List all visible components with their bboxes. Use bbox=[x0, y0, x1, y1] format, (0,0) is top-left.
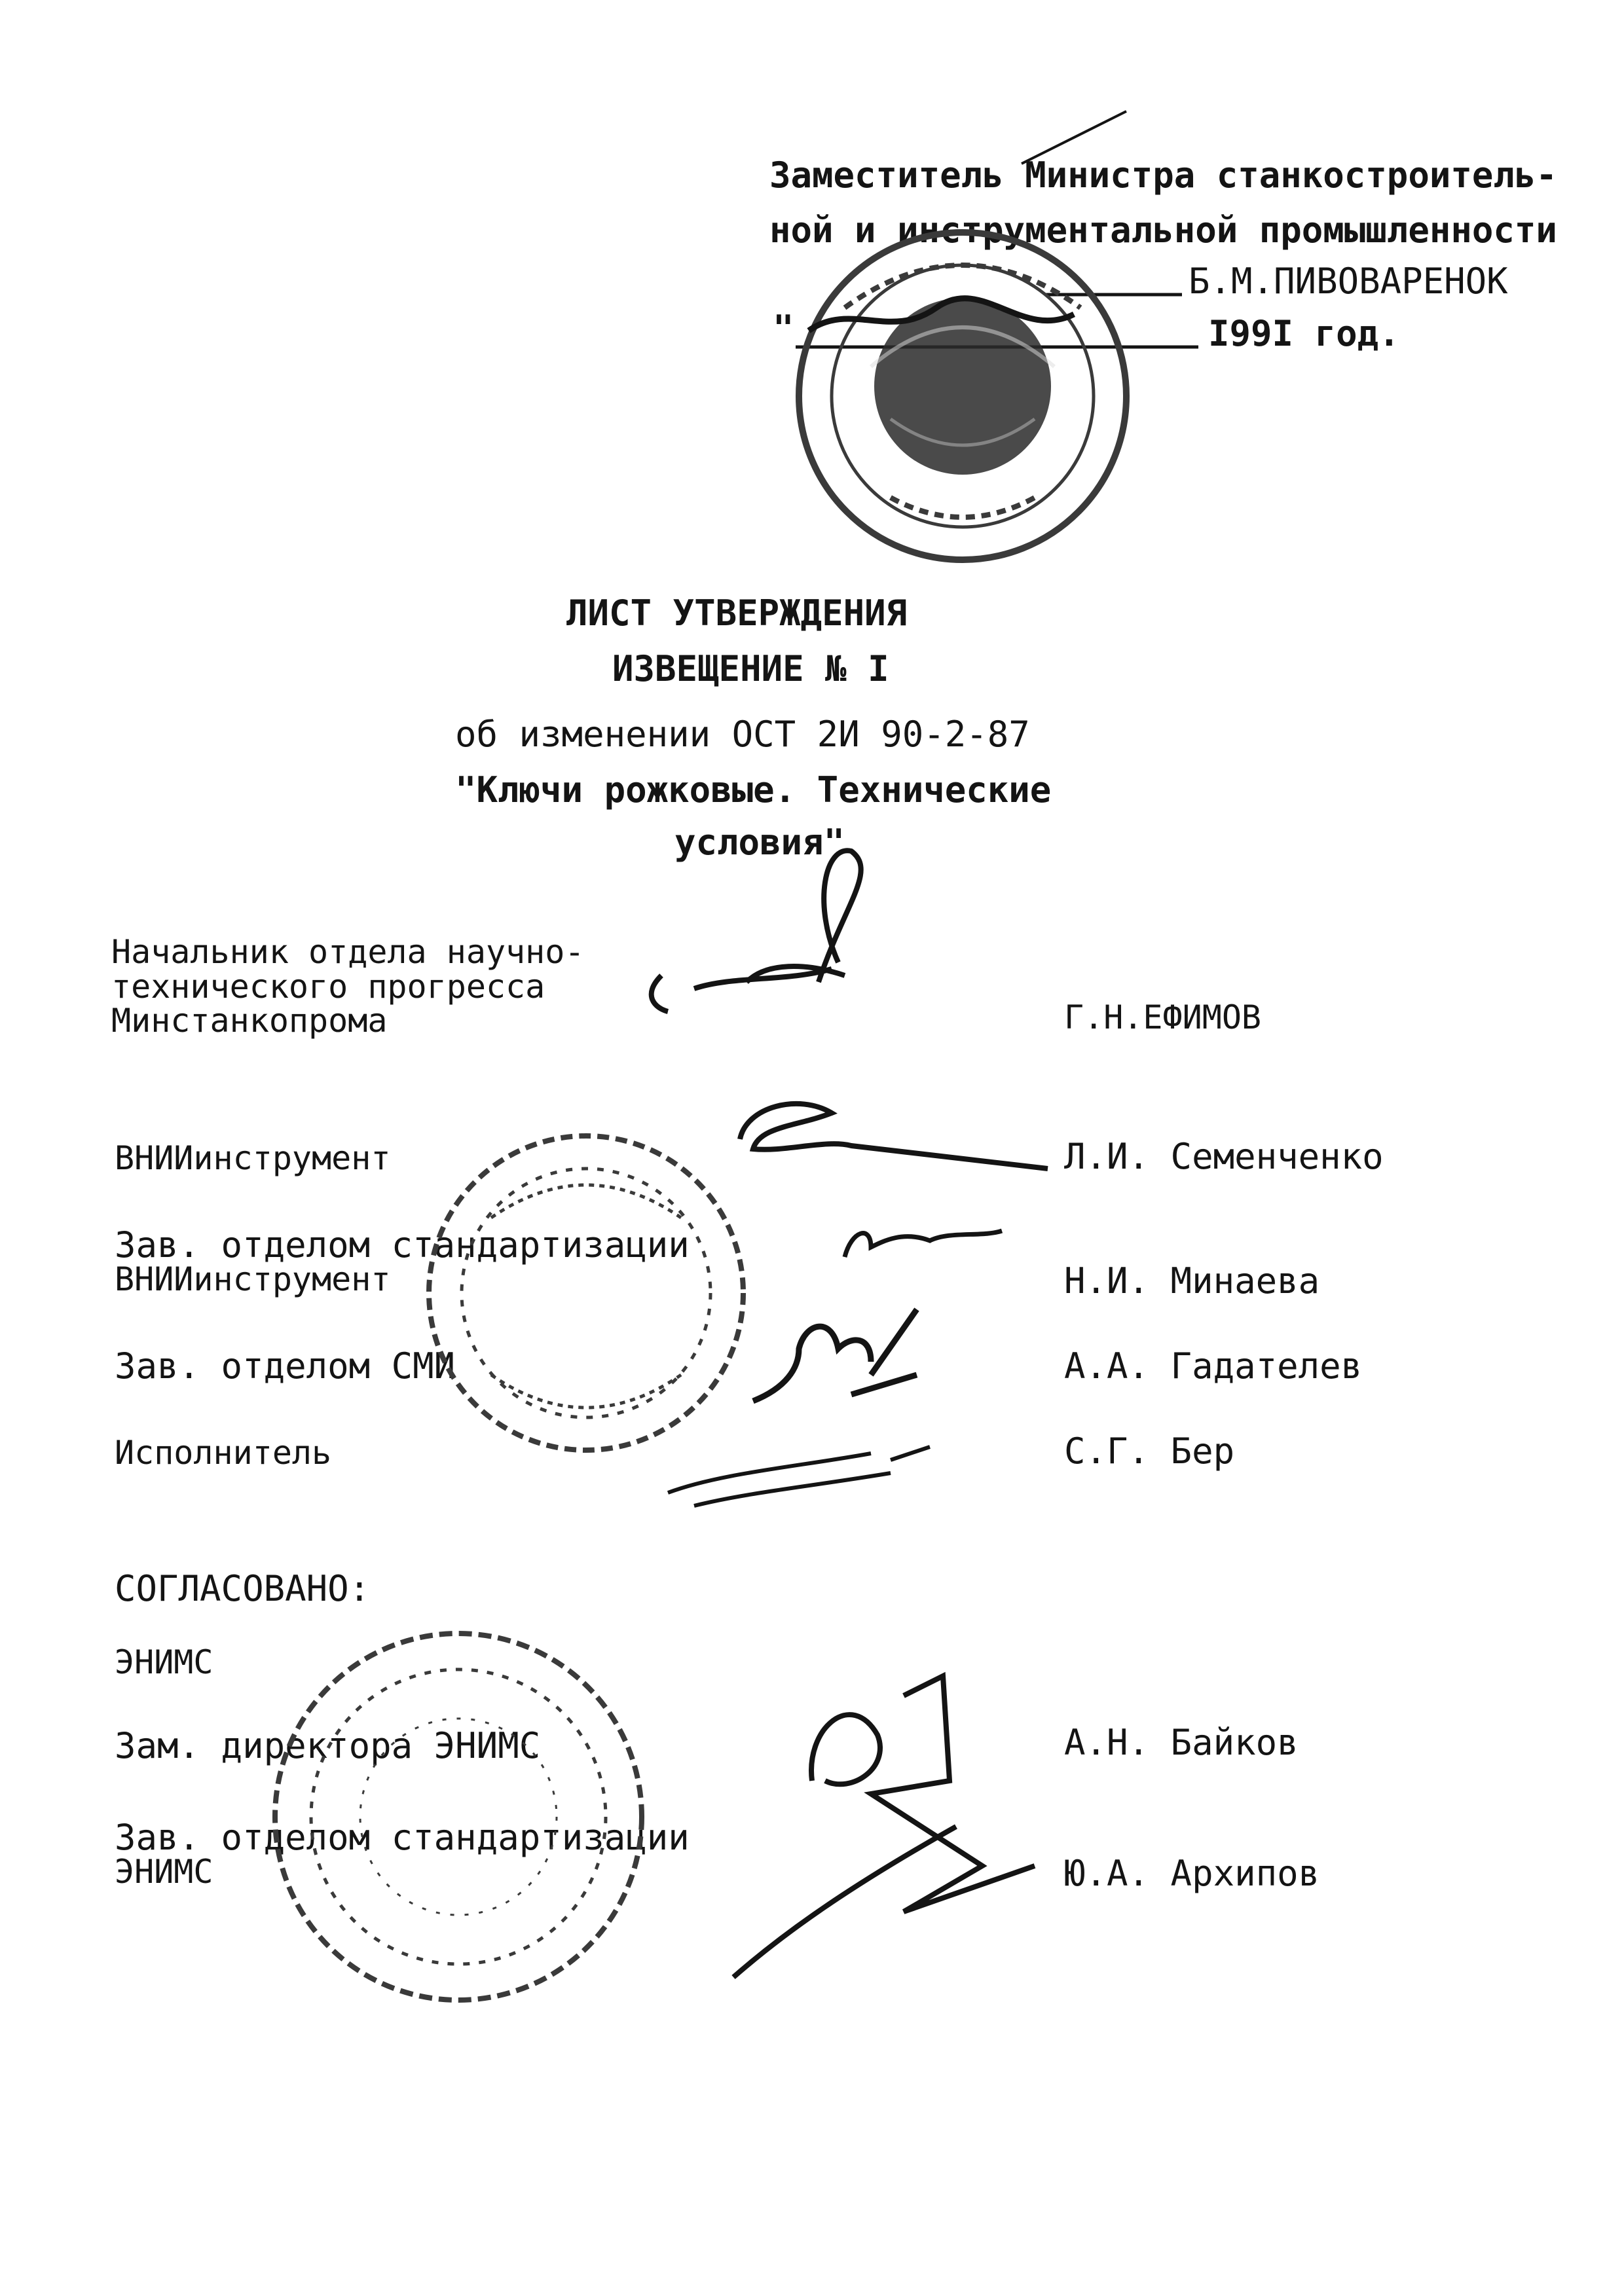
signatory-3-title-line-2: ВНИИинструмент bbox=[115, 1260, 391, 1298]
title-line-5: условия" bbox=[674, 822, 845, 863]
signatory-3-name: Н.И. Минаева bbox=[1064, 1260, 1320, 1302]
title-line-3: об изменении ОСТ 2И 90-2-87 bbox=[455, 714, 1030, 755]
signatory-4-name: А.А. Гадателев bbox=[1064, 1345, 1363, 1387]
signature-4 bbox=[753, 1309, 917, 1401]
agreed-org: ЭНИМС bbox=[115, 1643, 213, 1681]
signatory-1-name: Г.Н.ЕФИМОВ bbox=[1064, 998, 1262, 1036]
signatory-5-title: Исполнитель bbox=[115, 1434, 332, 1472]
official-seal-top bbox=[799, 232, 1126, 560]
title-line-2: ИЗВЕЩЕНИЕ № I bbox=[612, 648, 889, 689]
signature-5 bbox=[668, 1447, 930, 1506]
signatory-4-title: Зав. отделом СМИ bbox=[115, 1345, 456, 1387]
signature-2 bbox=[740, 1104, 1048, 1169]
signature-3 bbox=[845, 1231, 1002, 1257]
approval-date-quote: " bbox=[773, 308, 794, 349]
signatory-5-name: С.Г. Бер bbox=[1064, 1430, 1235, 1472]
approval-line-1: Заместитель Министра станкостроитель- bbox=[769, 155, 1557, 196]
agreed-signatory-1-name: А.Н. Байков bbox=[1064, 1722, 1299, 1763]
signatory-1-title-line-3: Минстанкопрома bbox=[111, 1002, 388, 1040]
stamp-bottom bbox=[275, 1633, 642, 2000]
signatory-3-title-line-1: Зав. отделом стандартизации bbox=[115, 1224, 690, 1266]
signatory-2-name: Л.И. Семенченко bbox=[1064, 1136, 1384, 1177]
signatory-1-title-line-1: Начальник отдела научно- bbox=[111, 933, 585, 971]
title-line-4: "Ключи рожковые. Технические bbox=[455, 769, 1052, 811]
approval-line-2: ной и инструментальной промышленности bbox=[769, 210, 1557, 251]
approval-year: I99I год. bbox=[1208, 313, 1400, 354]
stamp-middle bbox=[429, 1136, 743, 1450]
agreed-signatory-2-title-line-2: ЭНИМС bbox=[115, 1853, 213, 1891]
approval-signature-stroke bbox=[1022, 111, 1126, 164]
signatory-1-title-line-2: технического прогресса bbox=[111, 968, 545, 1006]
agreed-signatory-2-title-line-1: Зав. отделом стандартизации bbox=[115, 1817, 690, 1858]
agreed-signatory-2-name: Ю.А. Архипов bbox=[1064, 1853, 1320, 1894]
title-line-1: ЛИСТ УТВЕРЖДЕНИЯ bbox=[566, 592, 908, 634]
agreed-signatory-1-title: Зам. директора ЭНИМС bbox=[115, 1725, 541, 1766]
signature-1 bbox=[652, 850, 861, 1011]
agreed-heading: СОГЛАСОВАНО: bbox=[115, 1568, 371, 1609]
approval-name: Б.М.ПИВОВАРЕНОК bbox=[1189, 261, 1508, 302]
signature-6 bbox=[811, 1676, 1035, 1912]
signatory-2-title: ВНИИинструмент bbox=[115, 1139, 391, 1177]
